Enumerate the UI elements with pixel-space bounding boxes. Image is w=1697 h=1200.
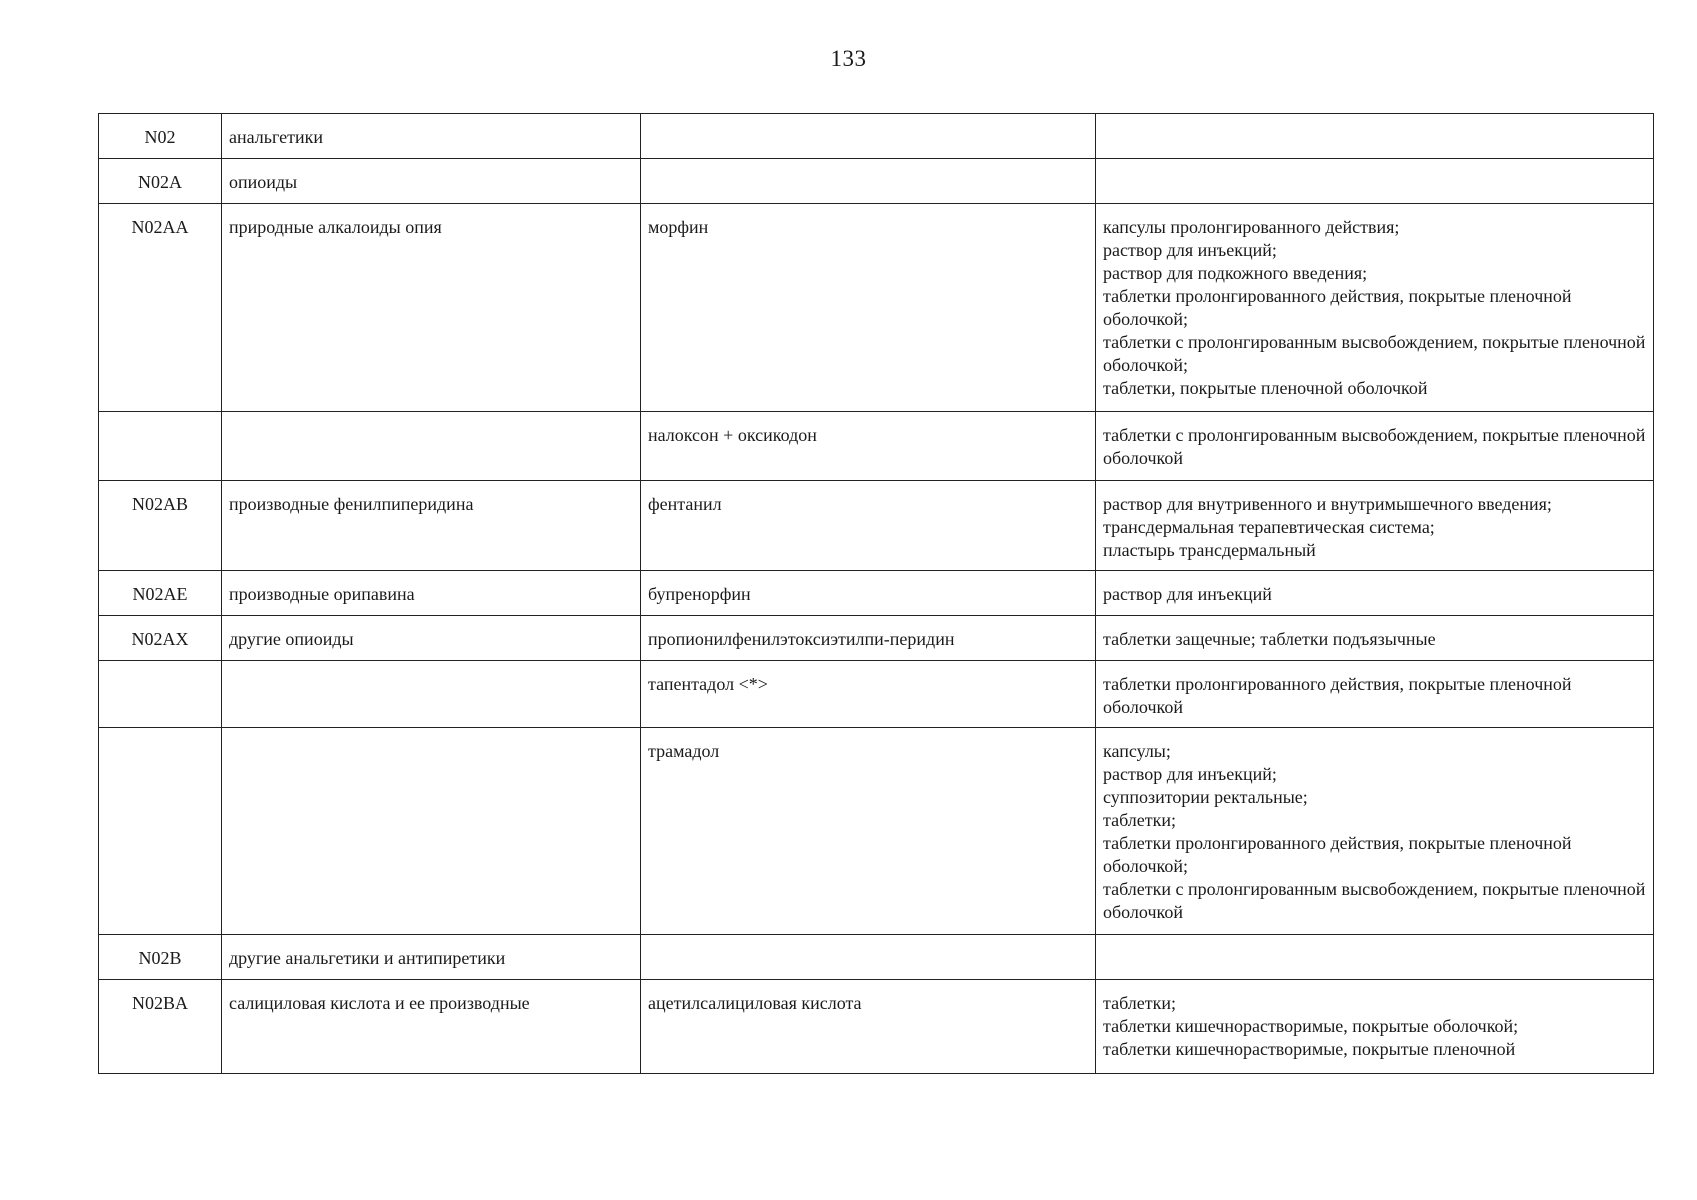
pharmacological-group-text: опиоиды [229,172,298,192]
pharmacological-group-text: природные алкалоиды опия [229,217,442,237]
pharmacological-group-text: другие анальгетики и антипиретики [229,948,506,968]
dosage-forms-text: капсулы; раствор для инъекций; суппозитории ректальные; таблетки; таблетки пролонгированного действия, покрытые пленочной оболочкой; таблетки с пролонгированным высвобождением, покрытые пленочной оболочкой [1103,741,1646,922]
pharmacological-group-cell [222,412,641,481]
drug-table [98,113,1654,1074]
pharmacological-group-cell [222,481,641,571]
pharmacological-group-cell [222,159,641,204]
dosage-forms-text: таблетки; таблетки кишечнорастворимые, покрытые оболочкой; таблетки кишечнорастворимые, покрытые пленочной [1103,993,1519,1059]
atc-code-cell [99,571,222,616]
atc-code-cell [99,661,222,728]
table-row [99,159,1654,204]
drug-name-cell [641,661,1096,728]
drug-name-text: пропионилфенилэтоксиэтилпи-перидин [648,629,955,649]
dosage-forms-cell [1096,616,1654,661]
atc-code-cell [99,159,222,204]
drug-name-cell [641,728,1096,935]
drug-name-text: ацетилсалициловая кислота [648,993,862,1013]
atc-code-text: N02B [138,948,182,968]
pharmacological-group-cell [222,114,641,159]
dosage-forms-cell [1096,728,1654,935]
drug-name-cell [641,114,1096,159]
drug-name-cell [641,481,1096,571]
atc-code-text: N02AX [131,629,189,649]
table-row [99,571,1654,616]
dosage-forms-cell [1096,935,1654,980]
drug-name-text: налоксон + оксикодон [648,425,817,445]
table-row [99,935,1654,980]
pharmacological-group-text: салициловая кислота и ее производные [229,993,530,1013]
drug-name-text: бупренорфин [648,584,751,604]
drug-name-cell [641,159,1096,204]
dosage-forms-text: таблетки защечные; таблетки подъязычные [1103,629,1436,649]
drug-name-text [641,159,1095,179]
table-row [99,204,1654,412]
dosage-forms-text [1096,114,1653,134]
drug-name-text: морфин [648,217,709,237]
dosage-forms-cell [1096,481,1654,571]
drug-name-cell [641,204,1096,412]
dosage-forms-text [1096,935,1653,955]
drug-name-cell [641,571,1096,616]
table-row [99,481,1654,571]
pharmacological-group-text [222,661,640,681]
pharmacological-group-text: другие опиоиды [229,629,354,649]
atc-code-cell [99,114,222,159]
atc-code-cell [99,616,222,661]
table-row [99,114,1654,159]
pharmacological-group-cell [222,661,641,728]
atc-code-text: N02A [138,172,182,192]
dosage-forms-cell [1096,571,1654,616]
drug-name-cell [641,616,1096,661]
table-row [99,661,1654,728]
pharmacological-group-text: анальгетики [229,127,323,147]
pharmacological-group-cell [222,204,641,412]
pharmacological-group-text [222,412,640,432]
table-row [99,728,1654,935]
drug-name-text: тапентадол <*> [648,674,768,694]
dosage-forms-cell [1096,114,1654,159]
dosage-forms-cell [1096,159,1654,204]
table-row [99,412,1654,481]
atc-code-cell [99,728,222,935]
atc-code-cell [99,412,222,481]
atc-code-cell [99,204,222,412]
dosage-forms-cell [1096,980,1654,1074]
drug-name-text [641,935,1095,955]
page-number: 133 [830,46,867,71]
dosage-forms-text: раствор для внутривенного и внутримышечного введения; трансдермальная терапевтическая система; пластырь трансдермальный [1103,494,1552,560]
pharmacological-group-cell [222,616,641,661]
dosage-forms-text: раствор для инъекций [1103,584,1272,604]
pharmacological-group-cell [222,728,641,935]
atc-code-text: N02AB [131,494,188,514]
atc-code-text: N02BA [131,993,188,1013]
atc-code-cell [99,980,222,1074]
dosage-forms-cell [1096,412,1654,481]
pharmacological-group-cell [222,571,641,616]
atc-code-text: N02 [144,127,176,147]
drug-name-cell [641,935,1096,980]
drug-name-text: трамадол [648,741,720,761]
atc-code-text: N02AE [132,584,188,604]
atc-code-text [99,412,221,432]
dosage-forms-text: капсулы пролонгированного действия; раствор для инъекций; раствор для подкожного введения; таблетки пролонгированного действия, покрытые пленочной оболочкой; таблетки с пролонгированным высвобождением, покрытые пленочной оболочкой; таблетки, покрытые пленочной оболочкой [1103,217,1646,398]
atc-code-text [99,728,221,748]
dosage-forms-text: таблетки пролонгированного действия, покрытые пленочной оболочкой [1103,674,1572,717]
dosage-forms-text [1096,159,1653,179]
drug-name-cell [641,412,1096,481]
pharmacological-group-text [222,728,640,748]
table-row [99,980,1654,1074]
drug-name-cell [641,980,1096,1074]
table-row [99,616,1654,661]
pharmacological-group-text: производные фенилпиперидина [229,494,474,514]
atc-code-text [99,661,221,681]
pharmacological-group-text: производные орипавина [229,584,415,604]
dosage-forms-text: таблетки с пролонгированным высвобождением, покрытые пленочной оболочкой [1103,425,1646,468]
pharmacological-group-cell [222,980,641,1074]
pharmacological-group-cell [222,935,641,980]
atc-code-cell [99,935,222,980]
atc-code-cell [99,481,222,571]
drug-name-text [641,114,1095,134]
drug-name-text: фентанил [648,494,722,514]
dosage-forms-cell [1096,204,1654,412]
atc-code-text: N02AA [131,217,189,237]
dosage-forms-cell [1096,661,1654,728]
